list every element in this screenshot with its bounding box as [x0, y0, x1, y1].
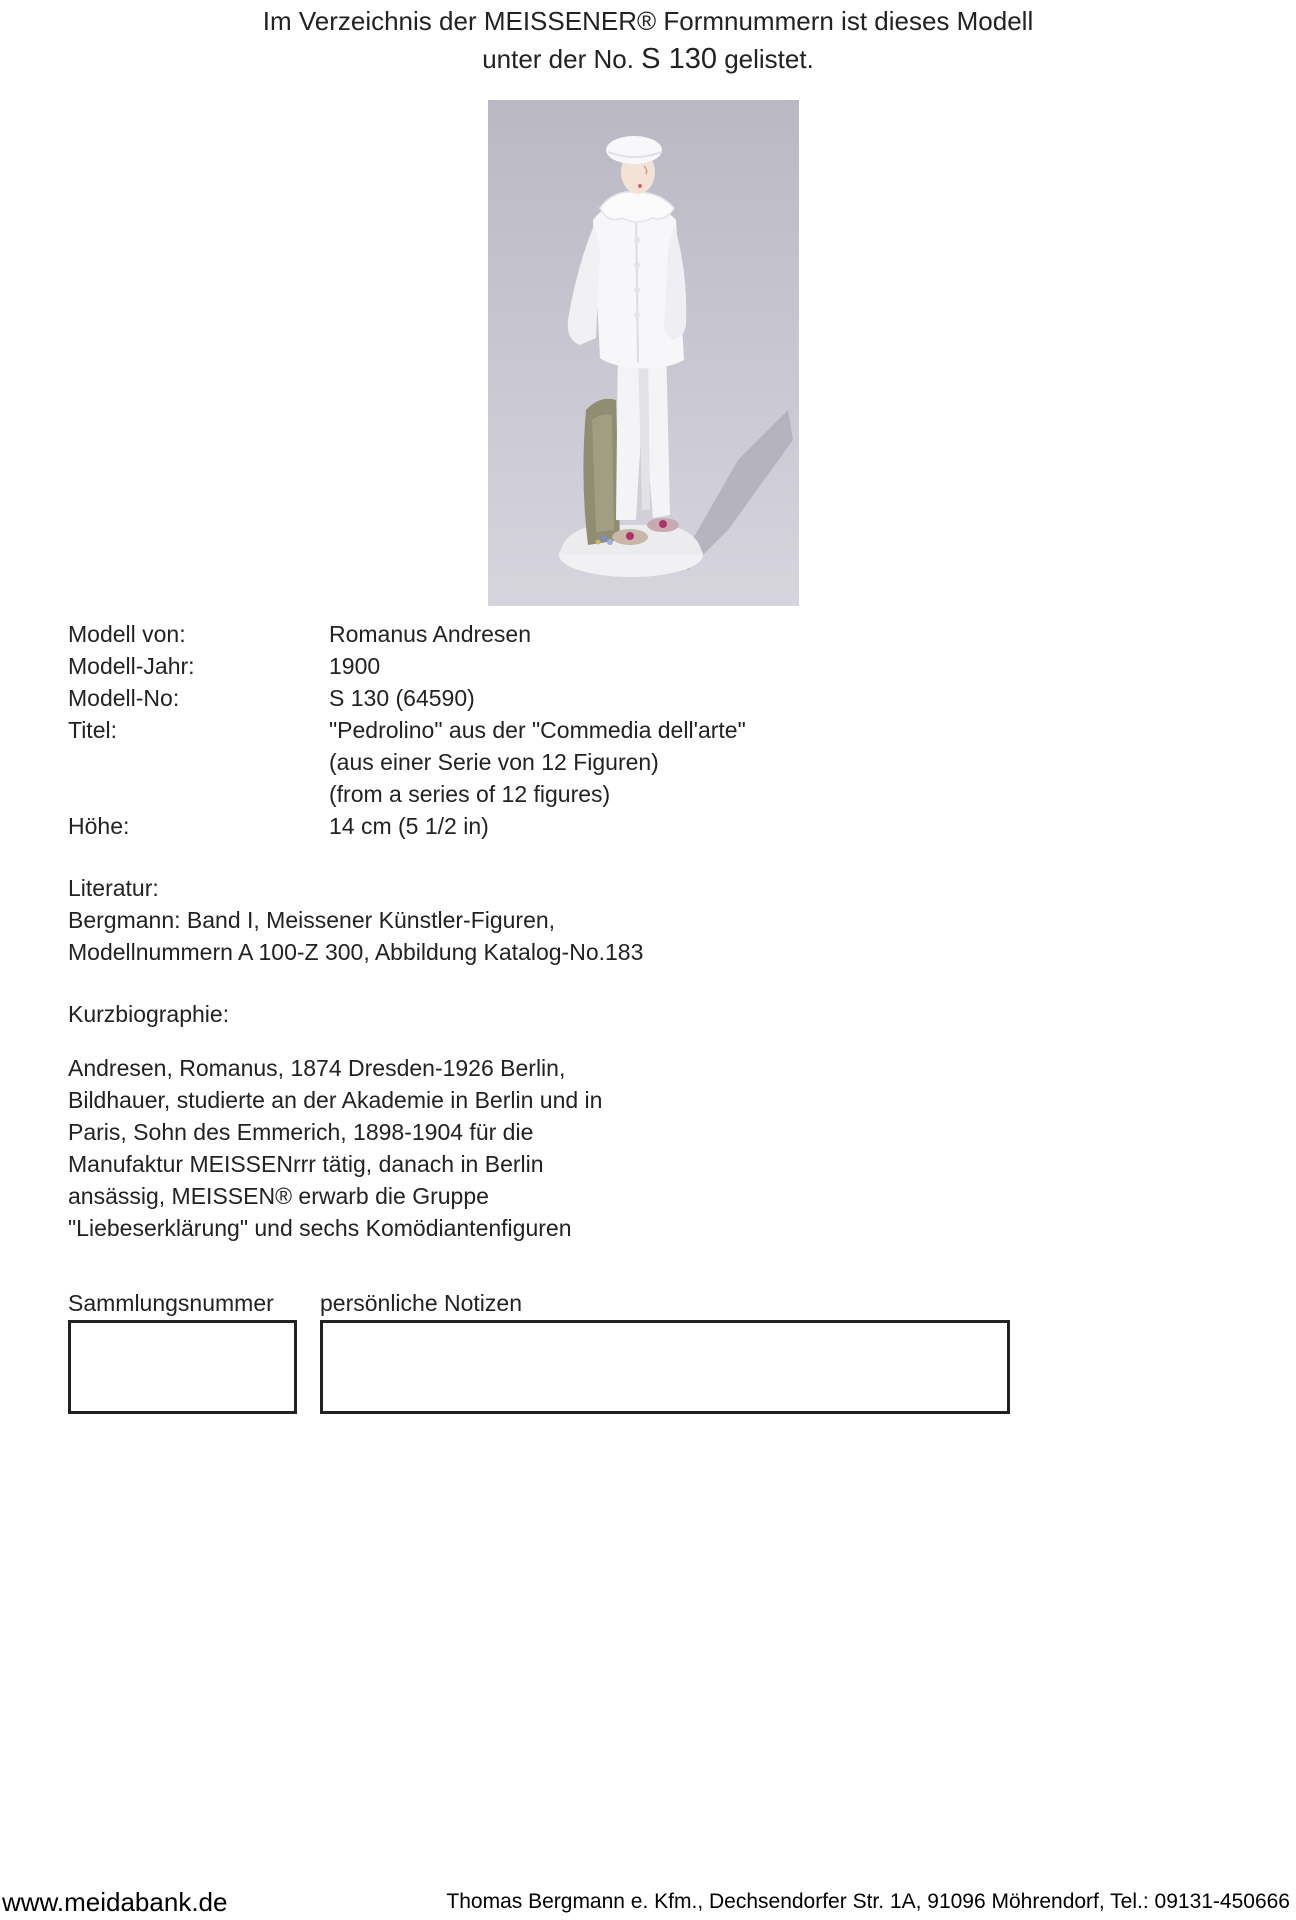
detail-row-height — [68, 810, 746, 842]
figure-photo — [488, 100, 799, 606]
detail-row-model-no — [68, 682, 746, 714]
collection-number-box[interactable] — [68, 1320, 297, 1414]
literature-line: Modellnummern A 100-Z 300, Abbildung Katalog-No.183 — [68, 939, 644, 965]
page-header — [0, 2, 1296, 78]
detail-label: Modell-Jahr: — [68, 653, 195, 679]
collection-number-label: Sammlungsnummer — [68, 1290, 274, 1316]
header-line-2 — [0, 40, 1296, 78]
biography-line: Andresen, Romanus, 1874 Dresden-1926 Berlin, — [68, 1055, 566, 1081]
biography-line: Paris, Sohn des Emmerich, 1898-1904 für die — [68, 1119, 534, 1145]
header-line-1: Im Verzeichnis der MEISSENER® Formnummern ist dieses Modell — [262, 6, 1034, 36]
detail-row-title — [68, 714, 746, 746]
detail-label: Höhe: — [68, 813, 130, 839]
website-link[interactable]: www.meidabank.de — [2, 1887, 228, 1917]
header-suffix: gelistet. — [724, 44, 814, 74]
biography-line: "Liebeserklärung" und sechs Komödiantenfiguren — [68, 1215, 572, 1241]
detail-value: S 130 (64590) — [329, 685, 475, 711]
biography-section — [68, 1052, 602, 1244]
detail-value: (from a series of 12 figures) — [329, 781, 611, 807]
header-prefix: unter der No. — [482, 44, 634, 74]
notes-box[interactable] — [320, 1320, 1010, 1414]
biography-heading: Kurzbiographie: — [68, 1001, 230, 1027]
literature-line: Bergmann: Band I, Meissener Künstler-Figuren, — [68, 907, 556, 933]
detail-row-title-cont-2 — [68, 778, 746, 810]
biography-line: Bildhauer, studierte an der Akademie in Berlin und in — [68, 1087, 603, 1113]
pedrolino-figure-illustration — [488, 100, 799, 606]
detail-value: (aus einer Serie von 12 Figuren) — [329, 749, 659, 775]
page-footer — [0, 1880, 1296, 1920]
detail-row-title-cont-1 — [68, 746, 746, 778]
footer-address: Thomas Bergmann e. Kfm., Dechsendorfer Str. 1A, 91096 Möhrendorf, Tel.: 09131-450666 — [446, 1890, 1290, 1913]
detail-value: 14 cm (5 1/2 in) — [329, 813, 489, 839]
detail-value: Romanus Andresen — [329, 621, 532, 647]
detail-value: "Pedrolino" aus der "Commedia dell'arte" — [329, 717, 746, 743]
detail-label: Titel: — [68, 717, 117, 743]
detail-value: 1900 — [329, 653, 381, 679]
details-table — [68, 618, 746, 842]
detail-label: Modell von: — [68, 621, 186, 647]
notes-label: persönliche Notizen — [320, 1290, 523, 1316]
biography-line: ansässig, MEISSEN® erwarb die Gruppe — [68, 1183, 489, 1209]
detail-label — [68, 746, 329, 778]
biography-line: Manufaktur MEISSENrrr tätig, danach in Berlin — [68, 1151, 544, 1177]
detail-label: Modell-No: — [68, 685, 180, 711]
detail-row-modeller — [68, 618, 746, 650]
detail-label — [68, 778, 329, 810]
detail-row-year — [68, 650, 746, 682]
literature-heading: Literatur: — [68, 875, 159, 901]
literature-section — [68, 872, 643, 968]
header-model-number: S 130 — [641, 43, 717, 75]
